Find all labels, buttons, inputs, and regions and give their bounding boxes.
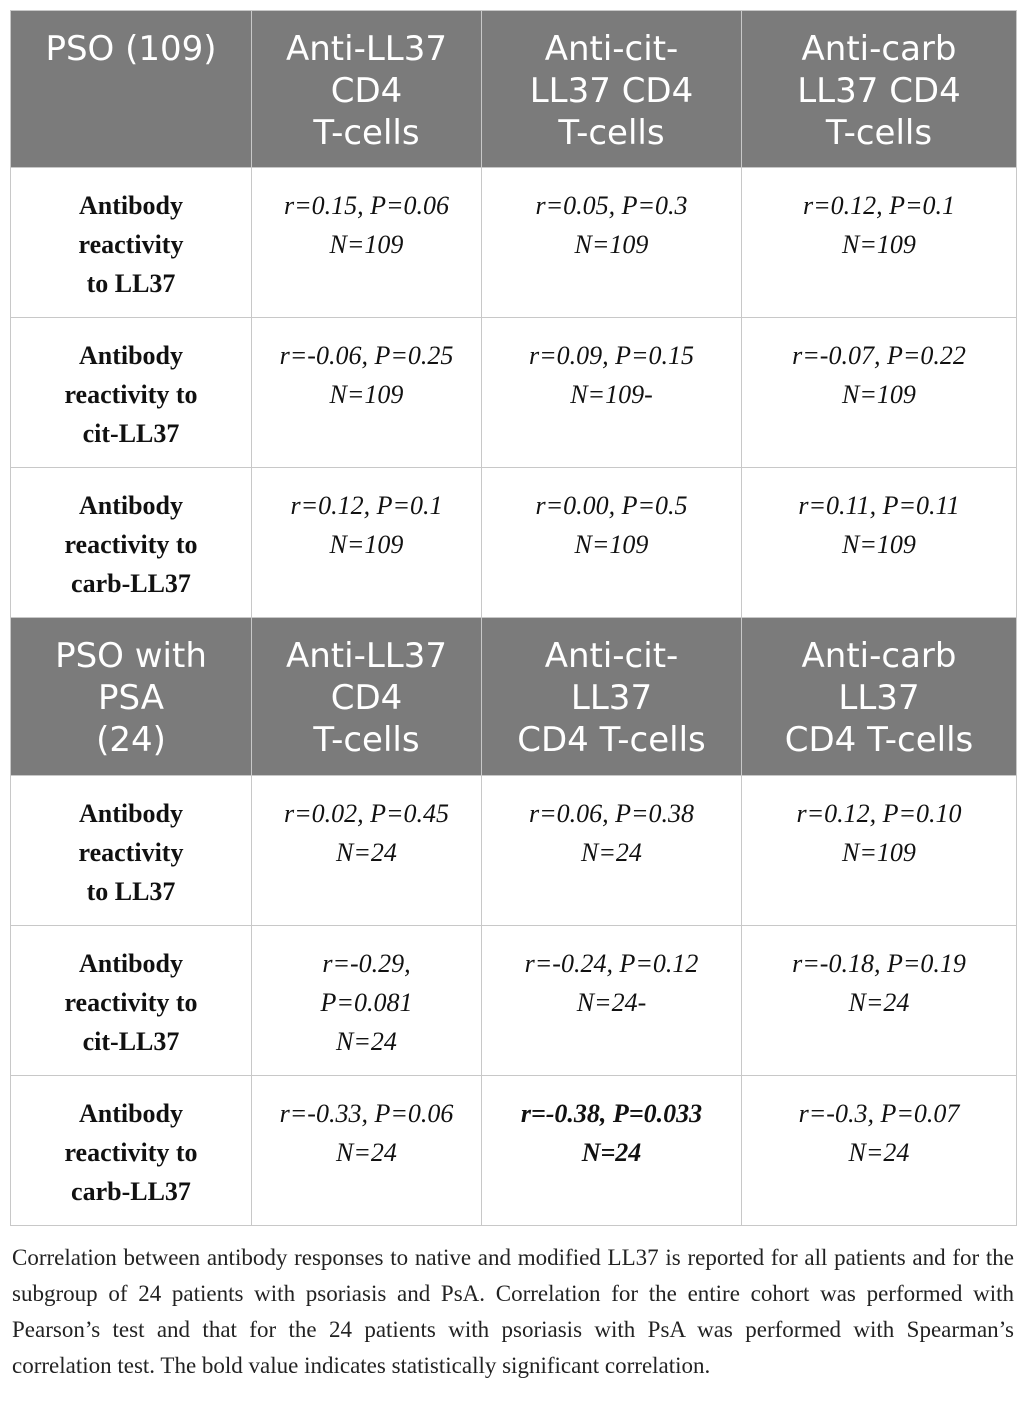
row-label [11,926,252,1076]
header-line: LL37 [838,678,920,718]
row-label [11,1076,252,1226]
table-cell [742,1076,1017,1226]
cell-line: r=-0.38, P=0.033 [520,1099,703,1128]
section1-col2-header [482,11,742,168]
cell-line: N=24 [336,838,397,867]
label-line: Antibody [78,949,184,978]
label-line: reactivity to [64,988,198,1017]
cell-line: r=0.12, P=0.1 [290,491,443,520]
cell-line: N=109 [329,230,404,259]
table-cell [252,1076,482,1226]
section1-col3-header [742,11,1017,168]
cell-line: N=24 [336,1027,397,1056]
header-line: CD4 T-cells [784,720,974,760]
cell-line: r=0.05, P=0.3 [535,191,688,220]
table-caption: Correlation between antibody responses to native and modified LL37 is reported for all patients and for the subgroup of 24 patients with psoriasis and PsA. Correlation for the entire cohort was performed with Pearson’s test and that for the 24 patients with psoriasis with PsA was performed with Spearman’s correlation test. The bold value indicates statistically significant correlation. [12,1245,1014,1378]
cell-line: r=0.06, P=0.38 [528,799,695,828]
table-cell [742,318,1017,468]
cell-line: N=109 [574,230,649,259]
section2-col1-header [252,618,482,776]
label-line: Antibody [78,191,184,220]
cell-line: N=109 [329,380,404,409]
label-line: Antibody [78,341,184,370]
header-line: LL37 CD4 [529,71,694,111]
header-line: PSO with [55,636,207,676]
cell-line: r=0.00, P=0.5 [535,491,688,520]
table-cell [252,776,482,926]
table-row [11,468,1017,618]
header-line: Anti-LL37 [285,29,447,69]
header-line: (24) [96,720,166,760]
header-line: Anti-LL37 [285,636,447,676]
cell-line: r=0.02, P=0.45 [283,799,450,828]
table-cell [252,168,482,318]
label-line: reactivity to [64,530,198,559]
table-cell [482,168,742,318]
cell-line: r=0.11, P=0.11 [798,491,960,520]
header-line: Anti-cit- [544,29,679,69]
header-line: Anti-cit- [544,636,679,676]
cell-line: r=-0.18, P=0.19 [792,949,966,978]
row-label [11,776,252,926]
cell-line: r=-0.07, P=0.22 [792,341,966,370]
label-line: carb-LL37 [71,569,191,598]
table-cell [742,468,1017,618]
section1-group-header [11,11,252,168]
section2-col3-header [742,618,1017,776]
cell-line: N=109- [570,380,653,409]
label-line: Antibody [78,1099,184,1128]
table-cell [742,776,1017,926]
header-line: T-cells [313,113,420,153]
table-row [11,168,1017,318]
label-line: cit-LL37 [82,419,180,448]
section2-header-row [11,618,1017,776]
label-line: reactivity [78,838,184,867]
cell-line: N=24- [576,988,647,1017]
cell-line: N=109 [842,530,916,559]
cell-line: r=0.09, P=0.15 [528,341,695,370]
label-line: reactivity to [64,1138,198,1167]
cell-line: N=109 [842,230,916,259]
label-line: reactivity to [64,380,198,409]
cell-line: r=0.12, P=0.1 [802,191,956,220]
section2-col2-header [482,618,742,776]
header-line: Anti-carb [801,29,957,69]
label-line: to LL37 [86,269,176,298]
correlation-table [10,10,1017,1226]
label-line: reactivity [78,230,184,259]
cell-line: r=0.12, P=0.10 [796,799,962,828]
header-line: CD4 T-cells [517,720,706,760]
header-line: PSO (109) [45,29,217,69]
label-line: cit-LL37 [82,1027,180,1056]
cell-line: N=24 [336,1138,397,1167]
label-line: carb-LL37 [71,1177,191,1206]
cell-line: N=24 [848,988,910,1017]
header-line: CD4 [330,71,403,111]
cell-line: N=24 [581,838,642,867]
table-row [11,926,1017,1076]
cell-line: N=109 [842,838,916,867]
header-line: T-cells [558,113,665,153]
table-cell [482,776,742,926]
table-cell [482,926,742,1076]
table-cell [252,468,482,618]
cell-line: r=-0.29, [322,949,411,978]
header-line: T-cells [313,720,420,760]
header-line: CD4 [330,678,403,718]
section2-group-header [11,618,252,776]
cell-line: r=-0.06, P=0.25 [279,341,454,370]
row-label [11,468,252,618]
header-line: T-cells [825,113,933,153]
cell-line: N=24 [581,1138,642,1167]
table-cell [252,926,482,1076]
header-line: LL37 CD4 [797,71,961,111]
cell-line: N=109 [842,380,916,409]
cell-line: P=0.081 [320,988,413,1017]
table-cell [482,468,742,618]
section1-col1-header [252,11,482,168]
cell-line: r=0.15, P=0.06 [283,191,450,220]
cell-line: N=109 [574,530,649,559]
table-row [11,776,1017,926]
row-label [11,168,252,318]
table-container [10,10,1016,1384]
cell-line: r=-0.24, P=0.12 [524,949,699,978]
row-label [11,318,252,468]
cell-line: r=-0.3, P=0.07 [798,1099,960,1128]
significant-cell [482,1076,742,1226]
table-row [11,1076,1017,1226]
cell-line: N=24 [848,1138,910,1167]
table-cell [742,168,1017,318]
label-line: Antibody [78,799,184,828]
cell-line: N=109 [329,530,404,559]
header-line: LL37 [570,678,653,718]
header-line: Anti-carb [801,636,957,676]
table-cell [482,318,742,468]
header-line: PSA [98,678,164,718]
table-cell [252,318,482,468]
label-line: to LL37 [86,877,176,906]
table-row [11,318,1017,468]
section1-header-row [11,11,1017,168]
cell-line: r=-0.33, P=0.06 [279,1099,454,1128]
table-cell [742,926,1017,1076]
label-line: Antibody [78,491,184,520]
